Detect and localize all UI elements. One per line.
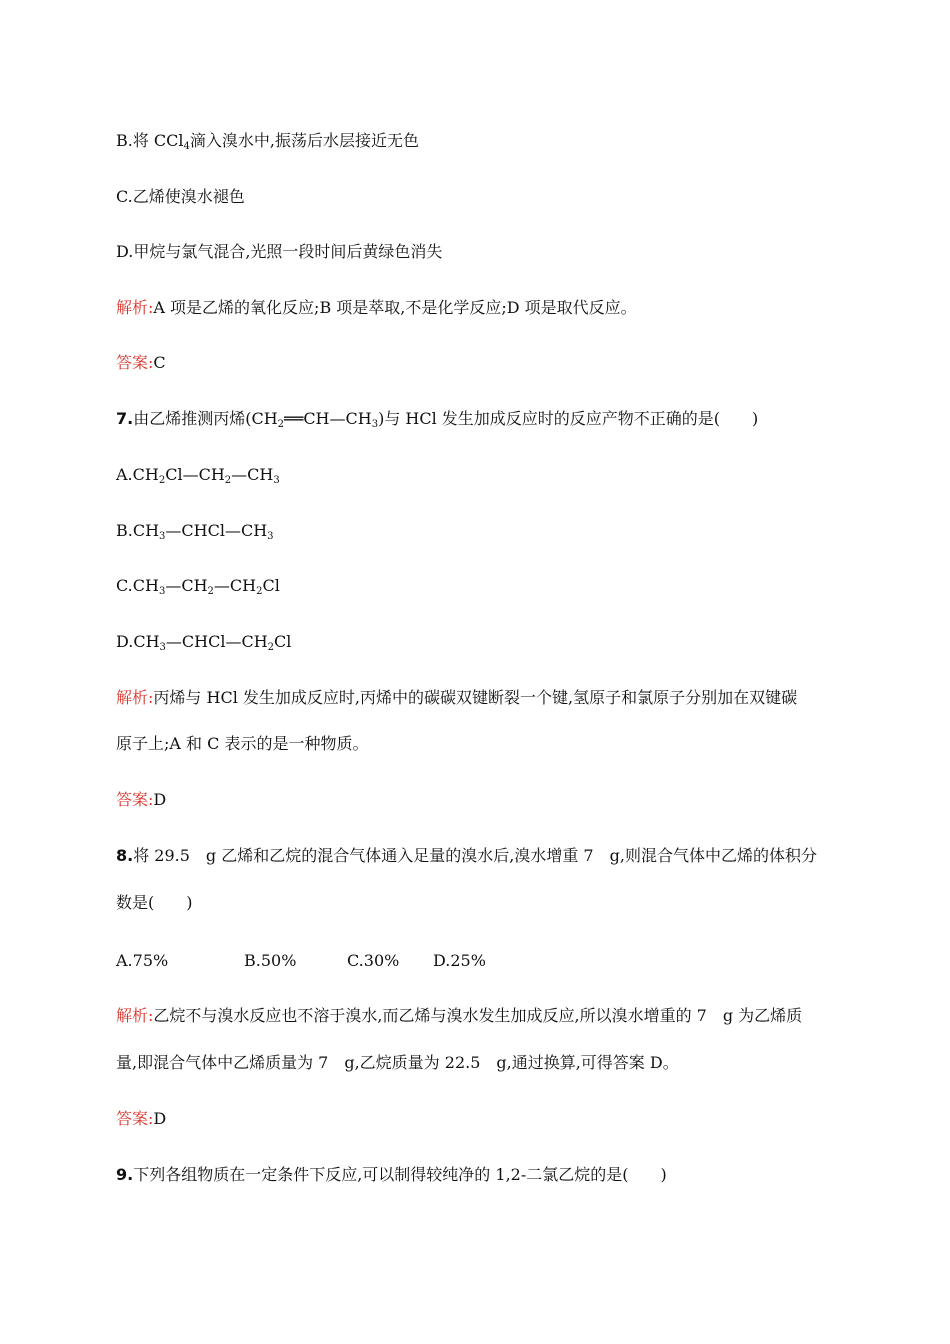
q7-option-b: $B.CH_3—CHCl—CH_3$ bbox=[116, 521, 274, 542]
q8-analysis-line1: 解析:乙烷不与溴水反应也不溶于溴水,而乙烯与溴水发生加成反应,所以溴水增重的 7 g 为乙烯质 bbox=[116, 1006, 803, 1025]
q6-option-b: B.将 CCl$_4$滴入溴水中,振荡后水层接近无色 bbox=[116, 131, 420, 152]
q6-option-d: D.甲烷与氯气混合,光照一段时间后黄绿色消失 bbox=[116, 242, 443, 261]
q7-answer: 答案:D bbox=[116, 790, 167, 809]
q7-option-d: $D.CH_3—CHCl—CH_2Cl$ bbox=[116, 632, 292, 653]
q9-stem: 9.下列各组物质在一定条件下反应,可以制得较纯净的 1,2-二氯乙烷的是( ) bbox=[116, 1165, 667, 1184]
q8-option-a: A.75% bbox=[116, 951, 169, 970]
q6-answer: 答案:C bbox=[116, 353, 166, 372]
q8-analysis-line2: 量,即混合气体中乙烯质量为 7 g,乙烷质量为 22.5 g,通过换算,可得答案 D。 bbox=[116, 1053, 679, 1072]
q8-stem-line2: 数是( ) bbox=[116, 893, 193, 912]
q7-option-c: $C.CH_3—CH_2—CH_2Cl$ bbox=[116, 576, 280, 597]
analysis-label: 解析: bbox=[116, 298, 154, 317]
analysis-label: 解析: bbox=[116, 1006, 154, 1025]
q7-analysis-line2: 原子上;A 和 C 表示的是一种物质。 bbox=[116, 734, 369, 753]
answer-label: 答案: bbox=[116, 353, 154, 372]
q7-stem: 7.由乙烯推测丙烯$(CH_2══CH—CH_3)$与 HCl 发生加成反应时的反应产物不正确的是( ) bbox=[116, 409, 759, 430]
q8-option-d: D.25% bbox=[433, 951, 486, 970]
q8-option-c: C.30% bbox=[347, 951, 400, 970]
q8-options bbox=[116, 951, 836, 971]
q6-option-c: C.乙烯使溴水褪色 bbox=[116, 187, 245, 206]
answer-label: 答案: bbox=[116, 1109, 154, 1128]
answer-label: 答案: bbox=[116, 790, 154, 809]
question-number: 9. bbox=[116, 1165, 134, 1184]
q7-analysis-line1: 解析:丙烯与 HCl 发生加成反应时,丙烯中的碳碳双键断裂一个键,氢原子和氯原子分别加在双键碳 bbox=[116, 688, 798, 707]
q8-stem-line1: 8.将 29.5 g 乙烯和乙烷的混合气体通入足量的溴水后,溴水增重 7 g,则混合气体中乙烯的体积分 bbox=[116, 846, 817, 865]
question-number: 7. bbox=[116, 409, 134, 428]
analysis-label: 解析: bbox=[116, 688, 154, 707]
question-number: 8. bbox=[116, 846, 134, 865]
q8-option-b: B.50% bbox=[244, 951, 297, 970]
q8-answer: 答案:D bbox=[116, 1109, 167, 1128]
q7-option-a: $A.CH_2Cl—CH_2—CH_3$ bbox=[116, 465, 280, 486]
q6-analysis: 解析:A 项是乙烯的氧化反应;B 项是萃取,不是化学反应;D 项是取代反应。 bbox=[116, 298, 637, 317]
